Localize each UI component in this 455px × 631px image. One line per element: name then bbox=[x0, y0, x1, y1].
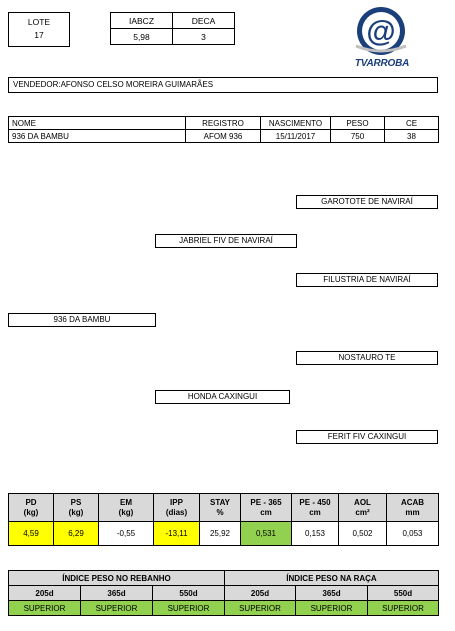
period-205-herd: 205d bbox=[9, 586, 81, 601]
vendor-line: VENDEDOR:AFONSO CELSO MOREIRA GUIMARÃES bbox=[8, 77, 438, 93]
sire-box: JABRIEL FIV DE NAVIRAÍ bbox=[155, 234, 297, 248]
rating-365-herd: SUPERIOR bbox=[81, 601, 153, 616]
name-value: 936 DA BAMBU bbox=[9, 130, 186, 143]
epd-header-ps: PS (kg) bbox=[54, 494, 99, 522]
registro-value: AFOM 936 bbox=[186, 130, 261, 143]
epd-header-pd: PD (kg) bbox=[9, 494, 54, 522]
iabcz-value: 5,98 bbox=[111, 29, 173, 45]
peso-header: PESO bbox=[331, 117, 385, 130]
period-365-breed: 365d bbox=[296, 586, 368, 601]
epd-value-ps: 6,29 bbox=[54, 522, 99, 546]
weight-index-table bbox=[8, 570, 439, 616]
deca-header: DECA bbox=[173, 13, 235, 29]
index-table bbox=[110, 12, 235, 45]
rating-550-herd: SUPERIOR bbox=[153, 601, 225, 616]
rating-550-breed: SUPERIOR bbox=[368, 601, 439, 616]
nascimento-header: NASCIMENTO bbox=[261, 117, 331, 130]
ce-header: CE bbox=[385, 117, 439, 130]
ce-value: 38 bbox=[385, 130, 439, 143]
epd-value-pe450: 0,153 bbox=[292, 522, 339, 546]
rating-205-breed: SUPERIOR bbox=[225, 601, 296, 616]
epd-header-ipp: IPP (dias) bbox=[154, 494, 200, 522]
period-550-herd: 550d bbox=[153, 586, 225, 601]
sire-sire-box: GAROTOTE DE NAVIRAÍ bbox=[296, 195, 438, 209]
epd-header-acab: ACAB mm bbox=[387, 494, 439, 522]
animal-info-table bbox=[8, 116, 439, 143]
epd-value-aol: 0,502 bbox=[339, 522, 387, 546]
epd-header-pe450: PE - 450 cm bbox=[292, 494, 339, 522]
dam-dam-box: FERIT FIV CAXINGUI bbox=[296, 430, 438, 444]
epd-table bbox=[8, 493, 439, 546]
epd-value-stay: 25,92 bbox=[200, 522, 241, 546]
name-header: NOME bbox=[9, 117, 186, 130]
iabcz-header: IABCZ bbox=[111, 13, 173, 29]
period-550-breed: 550d bbox=[368, 586, 439, 601]
lot-label: LOTE bbox=[27, 17, 51, 27]
lot-box bbox=[8, 12, 70, 47]
deca-value: 3 bbox=[173, 29, 235, 45]
registro-header: REGISTRO bbox=[186, 117, 261, 130]
epd-header-em: EM (kg) bbox=[99, 494, 154, 522]
logo-wordmark: TVARROBA bbox=[354, 58, 410, 69]
dam-box: HONDA CAXINGUI bbox=[155, 390, 290, 404]
period-205-breed: 205d bbox=[225, 586, 296, 601]
herd-index-title: ÍNDICE PESO NO REBANHO bbox=[9, 571, 225, 586]
breed-index-title: ÍNDICE PESO NA RAÇA bbox=[225, 571, 439, 586]
epd-value-pe365: 0,531 bbox=[241, 522, 292, 546]
epd-header-pe365: PE - 365 cm bbox=[241, 494, 292, 522]
lot-number: 17 bbox=[34, 30, 44, 40]
dam-sire-box: NOSTAURO TE bbox=[296, 351, 438, 365]
rating-205-herd: SUPERIOR bbox=[9, 601, 81, 616]
sire-dam-box: FILUSTRIA DE NAVIRAÍ bbox=[296, 273, 438, 287]
epd-value-acab: 0,053 bbox=[387, 522, 439, 546]
svg-text:@: @ bbox=[366, 15, 396, 48]
epd-header-stay: STAY % bbox=[200, 494, 241, 522]
epd-value-em: -0,55 bbox=[99, 522, 154, 546]
period-365-herd: 365d bbox=[81, 586, 153, 601]
peso-value: 750 bbox=[331, 130, 385, 143]
rating-365-breed: SUPERIOR bbox=[296, 601, 368, 616]
epd-value-ipp: -13,11 bbox=[154, 522, 200, 546]
epd-value-pd: 4,59 bbox=[9, 522, 54, 546]
animal-box: 936 DA BAMBU bbox=[8, 313, 156, 327]
nascimento-value: 15/11/2017 bbox=[261, 130, 331, 143]
epd-header-aol: AOL cm² bbox=[339, 494, 387, 522]
